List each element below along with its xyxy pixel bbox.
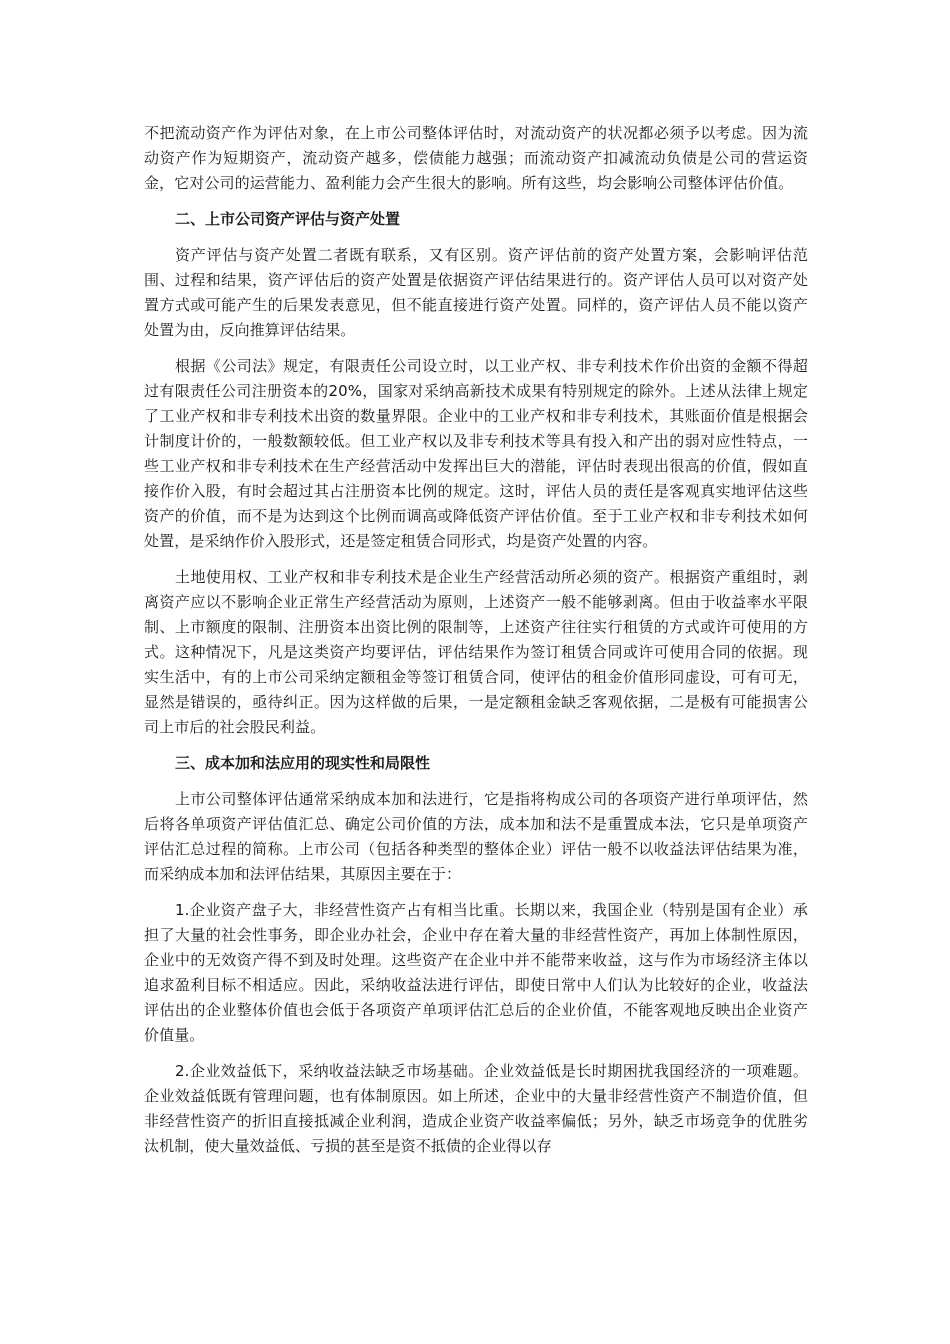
section-heading-cost-summation: 三、成本加和法应用的现实性和局限性 [175, 754, 431, 772]
paragraph-company-law: 根据《公司法》规定，有限责任公司设立时，以工业产权、非专利技术作价出资的金额不得超过有限责任公司注册资本的20%，国家对采纳高新技术成果有特别规定的除外。上述从法律上规定了工业产权和非专利技术出资的数量界限。企业中的工业产权和非专利技术，其账面价值是根据会计制度计价的，一般数额较低。但工业产权以及非专利技术等具有投入和产出的弱对应性特点，一些工业产权和非专利技术在生产经营活动中发挥出巨大的潜能，评估时表现出很高的价值，假如直接作价入股，有时会超过其占注册资本比例的规定。这时，评估人员的责任是客观真实地评估这些资产的价值，而不是为达到这个比例而调高或降低资产评估价值。至于工业产权和非专利技术如何处置，是采纳作价入股形式，还是签定租赁合同形式，均是资产处置的内容。 [144, 357, 808, 550]
paragraph-cost-summation-method: 上市公司整体评估通常采纳成本加和法进行，它是指将构成公司的各项资产进行单项评估，然后将各单项资产评估值汇总、确定公司价值的方法，成本加和法不是重置成本法，它只是单项资产评估汇总过程的简称。上市公司（包括各种类型的整体企业）评估一般不以收益法评估结果为准，而采纳成本加和法评估结果，其原因主要在于： [144, 790, 808, 883]
document-page [144, 121, 808, 1159]
paragraph-land-use-rights: 土地使用权、工业产权和非专利技术是企业生产经营活动所必须的资产。根据资产重组时，剥离资产应以不影响企业正常生产经营活动为原则，上述资产一般不能够剥离。但由于收益率水平限制、上市额度的限制、注册资本出资比例的限制等，上述资产往往实行租赁的方式或许可使用的方式。这种情况下，凡是这类资产均要评估，评估结果作为签订租赁合同或许可使用合同的依据。现实生活中，有的上市公司采纳定额租金等签订租赁合同，使评估的租金价值形同虚设，可有可无，显然是错误的，亟待纠正。因为这样做的后果，一是定额租金缺乏客观依据，二是极有可能损害公司上市后的社会股民利益。 [144, 568, 808, 736]
section-heading-asset-disposal: 二、上市公司资产评估与资产处置 [175, 210, 401, 228]
paragraph-evaluation-vs-disposal: 资产评估与资产处置二者既有联系，又有区别。资产评估前的资产处置方案，会影响评估范围、过程和结果，资产评估后的资产处置是依据资产评估结果进行的。资产评估人员可以对资产处置方式或可能产生的后果发表意见，但不能直接进行资产处置。同样的，资产评估人员不能以资产处置为由，反向推算评估结果。 [144, 246, 808, 339]
paragraph-reason-1: 1.企业资产盘子大，非经营性资产占有相当比重。长期以来，我国企业（特别是国有企业）承担了大量的社会性事务，即企业办社会，企业中存在着大量的非经营性资产，再加上体制性原因，企业中的无效资产得不到及时处理。这些资产在企业中并不能带来收益，这与作为市场经济主体以追求盈利目标不相适应。因此，采纳收益法进行评估，即使日常中人们认为比较好的企业，收益法评估出的企业整体价值也会低于各项资产单项评估汇总后的企业价值，不能客观地反映出企业资产价值量。 [144, 901, 808, 1044]
paragraph-reason-2: 2.企业效益低下，采纳收益法缺乏市场基础。企业效益低是长时期困扰我国经济的一项难题。企业效益低既有管理问题，也有体制原因。如上所述，企业中的大量非经营性资产不制造价值，但非经营性资产的折旧直接抵减企业利润，造成企业资产收益率偏低；另外，缺乏市场竞争的优胜劣汰机制，使大量效益低、亏损的甚至是资不抵债的企业得以存 [144, 1062, 808, 1155]
paragraph-current-assets-continued: 不把流动资产作为评估对象，在上市公司整体评估时，对流动资产的状况都必须予以考虑。因为流动资产作为短期资产，流动资产越多，偿债能力越强；而流动资产扣减流动负债是公司的营运资金，它对公司的运营能力、盈利能力会产生很大的影响。所有这些，均会影响公司整体评估价值。 [144, 124, 808, 192]
